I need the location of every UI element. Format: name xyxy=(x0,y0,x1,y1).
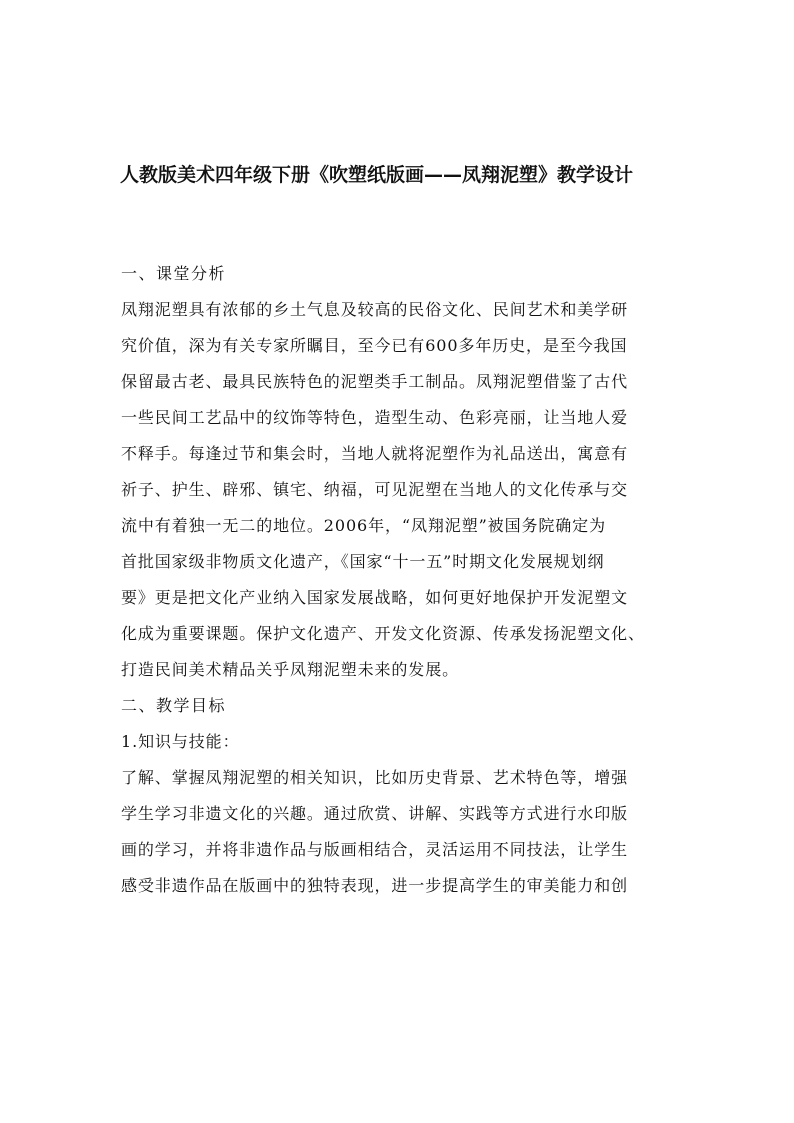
paragraph-line: 感受非遗作品在版画中的独特表现，进一步提高学生的审美能力和创 xyxy=(121,876,629,895)
paragraph-line: 保留最古老、最具民族特色的泥塑类手工制品。凤翔泥塑借鉴了古代 xyxy=(121,372,629,391)
section-analysis-paragraph xyxy=(121,292,681,688)
paragraph-line: 了解、掌握凤翔泥塑的相关知识，比如历史背景、艺术特色等，增强 xyxy=(121,768,629,787)
paragraph-line: 化成为重要课题。保护文化遗产、开发文化资源、传承发扬泥塑文化、 xyxy=(121,624,645,643)
paragraph-line: 不释手。每逢过节和集会时，当地人就将泥塑作为礼品送出，寓意有 xyxy=(121,444,629,463)
paragraph-line: 要》更是把文化产业纳入国家发展战略，如何更好地保护开发泥塑文 xyxy=(121,588,629,607)
paragraph-line: 究价值，深为有关专家所瞩目，至今已有600多年历史，是至今我国 xyxy=(121,336,628,355)
paragraph-line: 一些民间工艺品中的纹饰等特色，造型生动、色彩亮丽，让当地人爱 xyxy=(121,408,629,427)
document-title: 人教版美术四年级下册《吹塑纸版画——凤翔泥塑》教学设计 xyxy=(120,164,634,186)
section-heading-objectives: 二、教学目标 xyxy=(121,696,227,715)
subsection-heading-knowledge-skills: 1.知识与技能： xyxy=(121,732,240,751)
paragraph-line: 流中有着独一无二的地位。2006年，“凤翔泥塑”被国务院确定为 xyxy=(121,516,606,535)
paragraph-line: 首批国家级非物质文化遗产，《国家“十一五”时期文化发展规划纲 xyxy=(121,552,605,571)
subsection-knowledge-paragraph xyxy=(121,760,681,904)
section-heading-analysis: 一、课堂分析 xyxy=(121,264,227,283)
paragraph-line: 打造民间美术精品关乎凤翔泥塑未来的发展。 xyxy=(121,660,460,679)
paragraph-line: 画的学习，并将非遗作品与版画相结合，灵活运用不同技法，让学生 xyxy=(121,840,629,859)
paragraph-line: 祈子、护生、辟邪、镇宅、纳福，可见泥塑在当地人的文化传承与交 xyxy=(121,480,629,499)
paragraph-line: 学生学习非遗文化的兴趣。通过欣赏、讲解、实践等方式进行水印版 xyxy=(121,804,629,823)
paragraph-line: 凤翔泥塑具有浓郁的乡土气息及较高的民俗文化、民间艺术和美学研 xyxy=(121,300,629,319)
document-body xyxy=(121,256,681,904)
